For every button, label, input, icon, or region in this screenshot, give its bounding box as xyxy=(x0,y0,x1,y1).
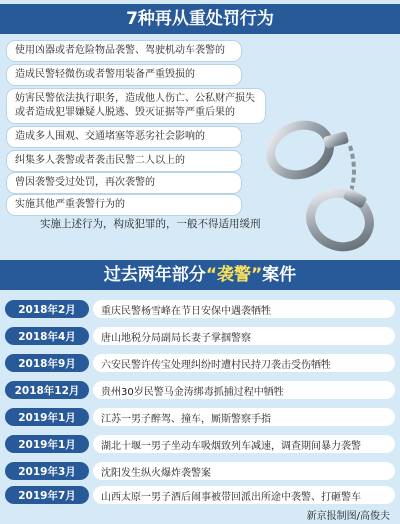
section1-title: 7种再从重处罚行为 xyxy=(0,4,400,34)
act-item: 使用凶器或者危险物品袭警、驾驶机动车袭警的 xyxy=(6,40,242,62)
case-row xyxy=(5,300,395,318)
case-text: 重庆民警杨雪峰在节日安保中遇袭牺牲 xyxy=(93,300,395,318)
case-row xyxy=(5,408,395,426)
case-row xyxy=(5,354,395,372)
case-date: 2019年1月 xyxy=(5,408,89,426)
case-row xyxy=(5,435,395,453)
case-text: 沈阳发生纵火爆炸袭警案 xyxy=(93,462,395,480)
case-date: 2018年2月 xyxy=(5,300,89,318)
act-item: 造成民警轻微伤或者警用装备严重毁损的 xyxy=(6,64,242,86)
case-text: 湖北十堰一男子坐动车吸烟致列车减速，调查期间暴力袭警 xyxy=(93,435,395,453)
case-row xyxy=(5,327,395,345)
case-date: 2018年9月 xyxy=(5,354,89,372)
case-row xyxy=(5,462,395,480)
case-text: 唐山地税分局副局长妻子掌掴警察 xyxy=(93,327,395,345)
section2-title xyxy=(0,260,400,290)
case-date: 2019年3月 xyxy=(5,462,89,480)
section2-title-quoted: “袭警” xyxy=(205,265,263,285)
case-date: 2019年1月 xyxy=(5,435,89,453)
act-item: 实施其他严重袭警行为的 xyxy=(6,194,242,216)
case-date: 2019年7月 xyxy=(5,486,89,504)
act-item: 曾因袭警受过处罚，再次袭警的 xyxy=(6,172,242,194)
case-text: 山西太原一男子酒后闹事被带回派出所途中袭警、打砸警车 xyxy=(93,486,395,504)
case-row xyxy=(5,381,395,399)
handcuffs-icon xyxy=(258,112,398,257)
summary-note: 实施上述行为，构成犯罪的，一般不得适用缓刑 xyxy=(40,218,261,230)
case-date: 2018年12月 xyxy=(5,381,89,399)
case-text: 江苏一男子醉驾、撞车，厮斯警察手指 xyxy=(93,408,395,426)
credit-line: 新京报制图/高俊夫 xyxy=(306,511,390,522)
act-item: 妨害民警依法执行职务，造成他人伤亡、公私财产损失或者造成犯罪嫌疑人脱逃、毁灭证据等严重后果的 xyxy=(6,88,266,124)
case-text: 贵州30岁民警马金涛绑毒抓捕过程中牺牲 xyxy=(93,381,395,399)
case-text: 六安民警许传宝处理纠纷时遭村民持刀袭击受伤牺牲 xyxy=(93,354,395,372)
section2-title-prefix: 过去两年部分 xyxy=(103,265,206,285)
case-row xyxy=(5,486,395,504)
act-item: 造成多人围观、交通堵塞等恶劣社会影响的 xyxy=(6,126,242,148)
act-item: 纠集多人袭警或者袭击民警二人以上的 xyxy=(6,150,242,172)
case-date: 2018年4月 xyxy=(5,327,89,345)
section2-title-suffix: 案件 xyxy=(262,265,297,285)
